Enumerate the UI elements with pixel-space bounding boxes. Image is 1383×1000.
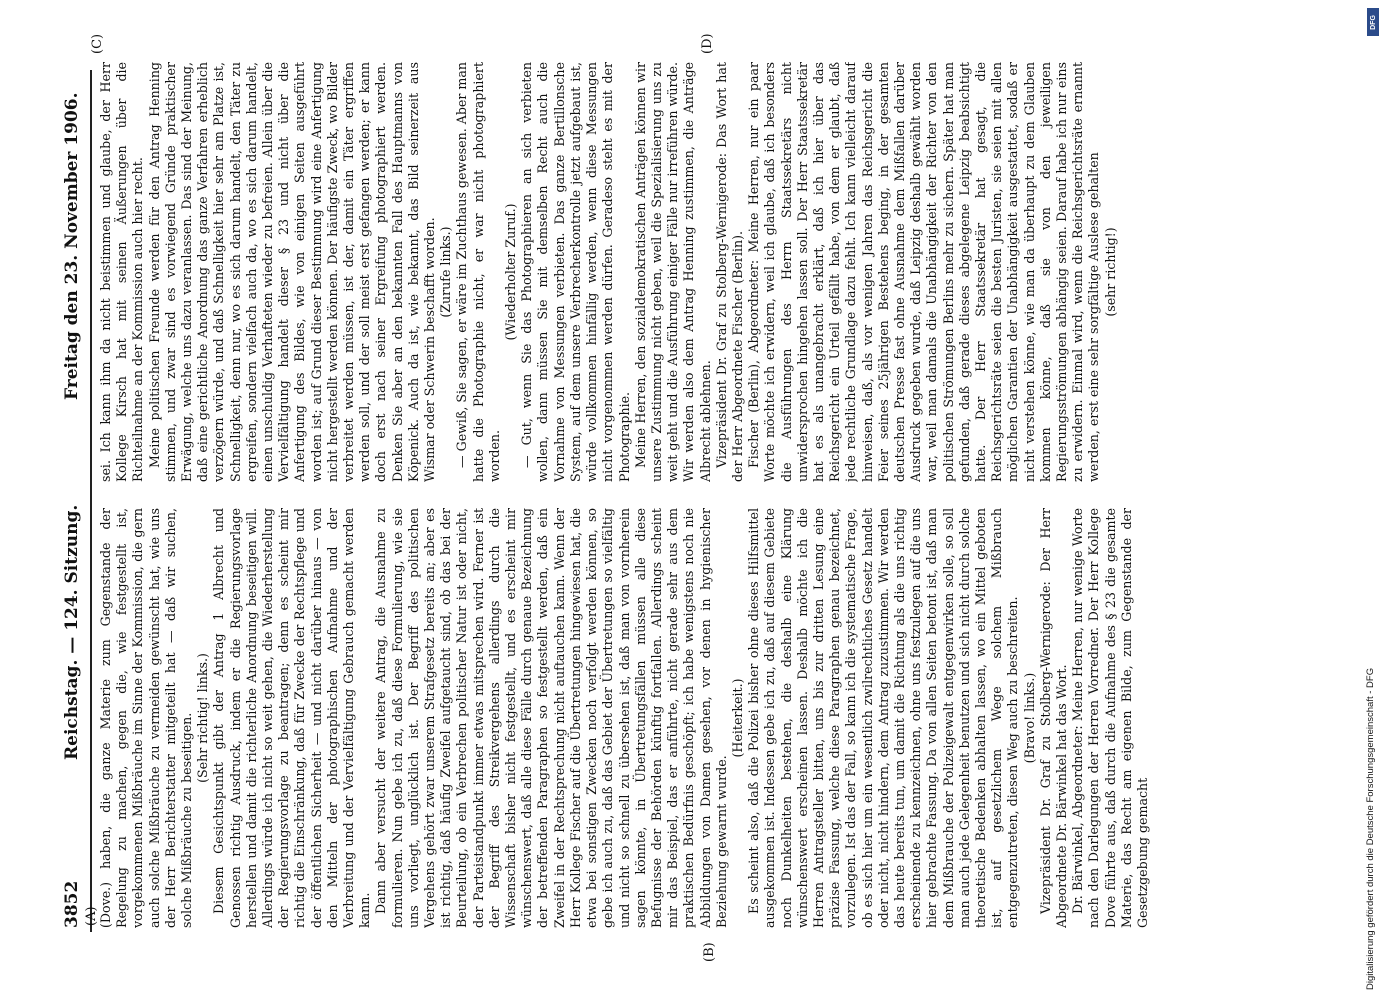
paragraph: — Gut, wenn Sie das Photographieren an sich verbieten wollen, dann müssen Sie mit demselben Recht auch die Vornahme von Messungen verbieten. Das ganze Bertillonsche System, auf dem unsere Verbrecherkontrolle jetzt aufgebaut ist, würde vollkommen hinfällig werden, wenn diese Messungen nicht vorgenommen werden dürfen. Geradeso steht es mit der Photographie. — [519, 62, 632, 482]
running-header — [62, 0, 88, 1000]
left-column — [98, 508, 1293, 928]
paragraph: Diesem Gesichtspunkt gibt der Antrag 1 Albrecht und Genossen richtig Ausdruck, indem er die Regierungsvorlage herstellen und damit die richterliche Anordnung beseitigen will. Allerdings würde ich nicht so weit gehen, die Wiederherstellung der Regierungsvorlage zu beantragen; denn es scheint mir richtig die Einschränkung, daß für Zwecke der Rechtspflege und der öffentlichen Sicherheit — und nicht darüber hinaus — von den Mitteln der photographischen Aufnahme und der Verbreitung und der Vervielfältigung Gebrauch gemacht werden kann. — [211, 508, 373, 928]
paragraph: Vizepräsident Dr. Graf zu Stolberg-Wernigerode: Der Herr Abgeordnete Dr. Bärwinkel hat das Wort. — [1037, 508, 1069, 928]
paragraph: (Dove.) haben, die ganze Materie zum Gegenstande der Regelung zu machen, gegen die, wie festgestellt ist, vorgekommenen Mißbräuche im Sinne der Kommission, die gern auch solche Mißbräuche zu vermeiden gewünscht hat, wie uns der Herr Berichterstatter mitgeteilt hat — daß wir suchen, solche Mißbräuche zu beseitigen. — [98, 508, 195, 928]
interjection: (sehr richtig!) — [1102, 227, 1118, 317]
margin-mark-d: (D) — [700, 33, 715, 54]
interjection: (Zurufe links.) — [438, 226, 454, 318]
margin-mark-b: (B) — [702, 942, 717, 962]
paragraph: Meine Herren, den sozialdemokratischen Anträgen können wir unsere Zustimmung nicht geben, weil die Spezialisierung uns zu weit geht und die Ausführung einiger Fälle nur irreführen würde. Wir werden also dem Antrag Henning zustimmen, die Anträge Albrecht ablehnen. — [632, 62, 713, 482]
paragraph: sei. Ich kann ihm da nicht beistimmen und glaube, der Herr Kollege Kirsch hat mit seinen Äußerungen über die Richteilnahme an der Kommission auch hier recht. — [98, 62, 146, 482]
right-column — [98, 62, 1293, 482]
paragraph: Vizepräsident Dr. Graf zu Stolberg-Wernigerode: Das Wort hat der Herr Abgeordnete Fischer (Berlin). — [713, 62, 745, 482]
header-rule — [90, 70, 92, 932]
paragraph: Es scheint also, daß die Polizei bisher ohne dieses Hilfsmittel ausgekommen ist. Indessen gebe ich zu, daß auf diesem Gebiete noch Dunkelheiten bestehen, die deshalb eine Klärung wünschenswert erscheinen lassen. Deshalb möchte ich die Herren Antragsteller bitten, uns bis zur dritten Lesung eine präzise Fassung, welche diese Paragraphen genau bezeichnet, vorzulegen. Ist das der Fall, so kann ich die systematische Frage, ob es sich hier um ein wesentlich zwilrechtliches Gesetz handelt oder nicht, nicht hindern, dem Antrag zuzustimmen. Wir werden das heute bereits tun, um damit die Richtung als die uns richtig erscheinende zu kennzeichnen, ohne uns festzulegen auf die uns hier gebrachte Fassung. Da von allen Seiten betont ist, daß man dem Mißbrauche der Polizeigewalt entgegenwirken solle, so soll man auch jede Gelegenheit benutzen und sich nicht durch solche theoretische Bedenken abhalten lassen, wo ein Mittel geboten ist, auf gesetzlichem Wege solchem Mißbrauch entgegenzutreten, diesen Weg auch zu beschreiten. — [746, 508, 1021, 928]
paragraph: Meine politischen Freunde werden für den Antrag Henning stimmen, und zwar sind es vorwiegend Gründe praktischer Erwägung, welche uns dazu veranlassen. Das sind der Meinung, daß eine gerichtliche Anordnung das ganze Verfahren erheblich verzögern würde, und daß Schnelligkeit hier sehr am Platze ist, Schnelligkeit, denn nur, wo es sich darum handelt, den Täter zu ergreifen, sondern vielfach auch da, wo es sich darum handelt, einen unschuldig Verhafteten wieder zu befreien. Allein über die Vervielfältigung handelt dieser § 23 und nicht über die Anfertigung des Bildes, wie von einigen Seiten ausgeführt worden ist; auf Grund dieser Bestimmung wird eine Anfertigung nicht hergestellt werden können. Der häufigste Zweck, wo Bilder verbreitet werden müssen, ist der, damit ein Täter ergriffen werden soll, und der soll meist erst gefangen werden; er kann doch erst nach seiner Ergreifung photographiert werden. Denken Sie aber an den bekannten Fall des Hauptmanns von Köpenick. Auch da ist, wie bekannt, das Bild seinerzeit aus Wismar oder Schwerin beschafft worden. — [146, 62, 438, 482]
session-title: Reichstag. — 124. Sitzung. — [62, 504, 82, 760]
footer-credit — [1364, 10, 1378, 990]
margin-mark-c: (C) — [90, 33, 105, 54]
page-number: 3852 — [62, 880, 82, 928]
interjection: (Wiederholter Zuruf.) — [503, 203, 519, 341]
paragraph: Dann aber versucht der weitere Antrag, die Ausnahme zu formulieren. Nun gebe ich zu, daß diese Formulierung, wie sie uns vorliegt, unglücklich ist. Der Begriff des politischen Vergehens gehört zwar unserem Strafgesetz bereits an; aber es ist richtig, daß häufig Zweifel aufgetaucht sind, ob das bei der Beurteilung, ob ein Verbrechen politischer Natur ist oder nicht, der Parteistandpunkt immer etwas mitsprechen wird. Ferner ist der Begriff des Streikvergehens allerdings durch die Wissenschaft bisher nicht festgestellt, und es erscheint mir wünschenswert, daß alle diese Fälle durch genaue Bezeichnung der betreffenden Paragraphen so festgestellt werden, daß ein Zweifel in der Rechtsprechung nicht auftauchen kann. Wenn der Herr Kollege Fischer auf die Übertretungen hingewiesen hat, die etwa bei sonstigen Zwecken noch verfolgt werden können, so gebe ich auch zu, daß das Gebiet der Übertretungen so vielfältig und nicht so schnell zu übersehen ist, daß man von vornherein sagen könnte, in Übertretungsfällen müssen alle diese Befugnisse der Behörden künftig fortfallen. Allerdings scheint mir das Beispiel, das er anführte, nicht gerade sehr aus dem praktischen Bedürfnis geschöpft; ich habe wenigstens noch nie Abbildungen von Damen gesehen, vor denen in hygienischer Beziehung gewarnt wurde. — [373, 508, 729, 928]
paragraph: Dr. Bärwinkel, Abgeordneter: Meine Herren, nur wenige Worte nach den Darlegungen der Herren Vorredner. Der Herr Kollege Dove führte aus, daß durch die Aufnahme des § 23 die gesamte Materie, das Recht am eigenen Bilde, zum Gegenstande der Gesetzgebung gemacht — [1070, 508, 1150, 928]
interjection: (Sehr richtig! links.) — [195, 653, 211, 783]
paragraph: Fischer (Berlin), Abgeordneter: Meine Herren, nur ein paar Worte möchte ich erwidern, weil ich glaube, daß ich besonders die Ausführungen des Herrn Staatssekretärs nicht unwidersprochen hingehen lassen soll. Der Herr Staatssekretär hat es als unangebracht erklärt, daß ich hier über das Reichsgericht ein Urteil gefällt habe, von dem er glaubt, daß jede rechtliche Grundlage dazu fehlt. Ich kann vielleicht darauf hinweisen, daß, als vor wenigen Jahren das Reichsgericht die Feier seines 25jährigen Bestehens beging, in der gesamten deutschen Presse fast ohne Ausnahme dem Mißfallen darüber Ausdruck gegeben wurde, daß Leipzig deshalb gewählt worden war, weil man damals die Unabhängigkeit der Richter von den politischen Strömungen Berlins mehr zu sichern. Später hat man gefunden, daß gerade dieses abgelegene Leipzig beabsichtigt hatte. Der Herr Staatssekretär hat gesagt, die Reichsgerichtsräte seien die besten Juristen, sie seien mit allen möglichen Garantien der Unabhängigkeit ausgestattet, sodaß er nicht verstehen könne, wie man da überhaupt zu dem Glauben kommen könne, daß sie von den jeweiligen Regierungsströmungen abhängig seien. Darauf habe ich nur eins zu erwidern. Einmal wird, wenn die Reichsgerichtsräte ernannt werden, erst eine sehr sorgfältige Auslese gehalten — [746, 62, 1102, 482]
dfg-logo — [1367, 8, 1379, 36]
dfg-logo-text: DFG — [1369, 14, 1377, 30]
margin-mark-a: (A) — [84, 906, 99, 926]
paragraph: — Gewiß, Sie sagen, er wäre im Zuchthaus gewesen. Aber man hatte die Photographie nicht, er war nicht photographiert worden. — [454, 62, 502, 482]
session-date: Freitag den 23. November 1906. — [62, 92, 82, 400]
credit-text: Digitalisierung gefördert durch die Deutsche Forschungsgemeinschaft - DFG — [1365, 667, 1376, 990]
interjection: (Bravo! links.) — [1021, 672, 1037, 764]
interjection: (Heiterkeit.) — [729, 678, 745, 758]
